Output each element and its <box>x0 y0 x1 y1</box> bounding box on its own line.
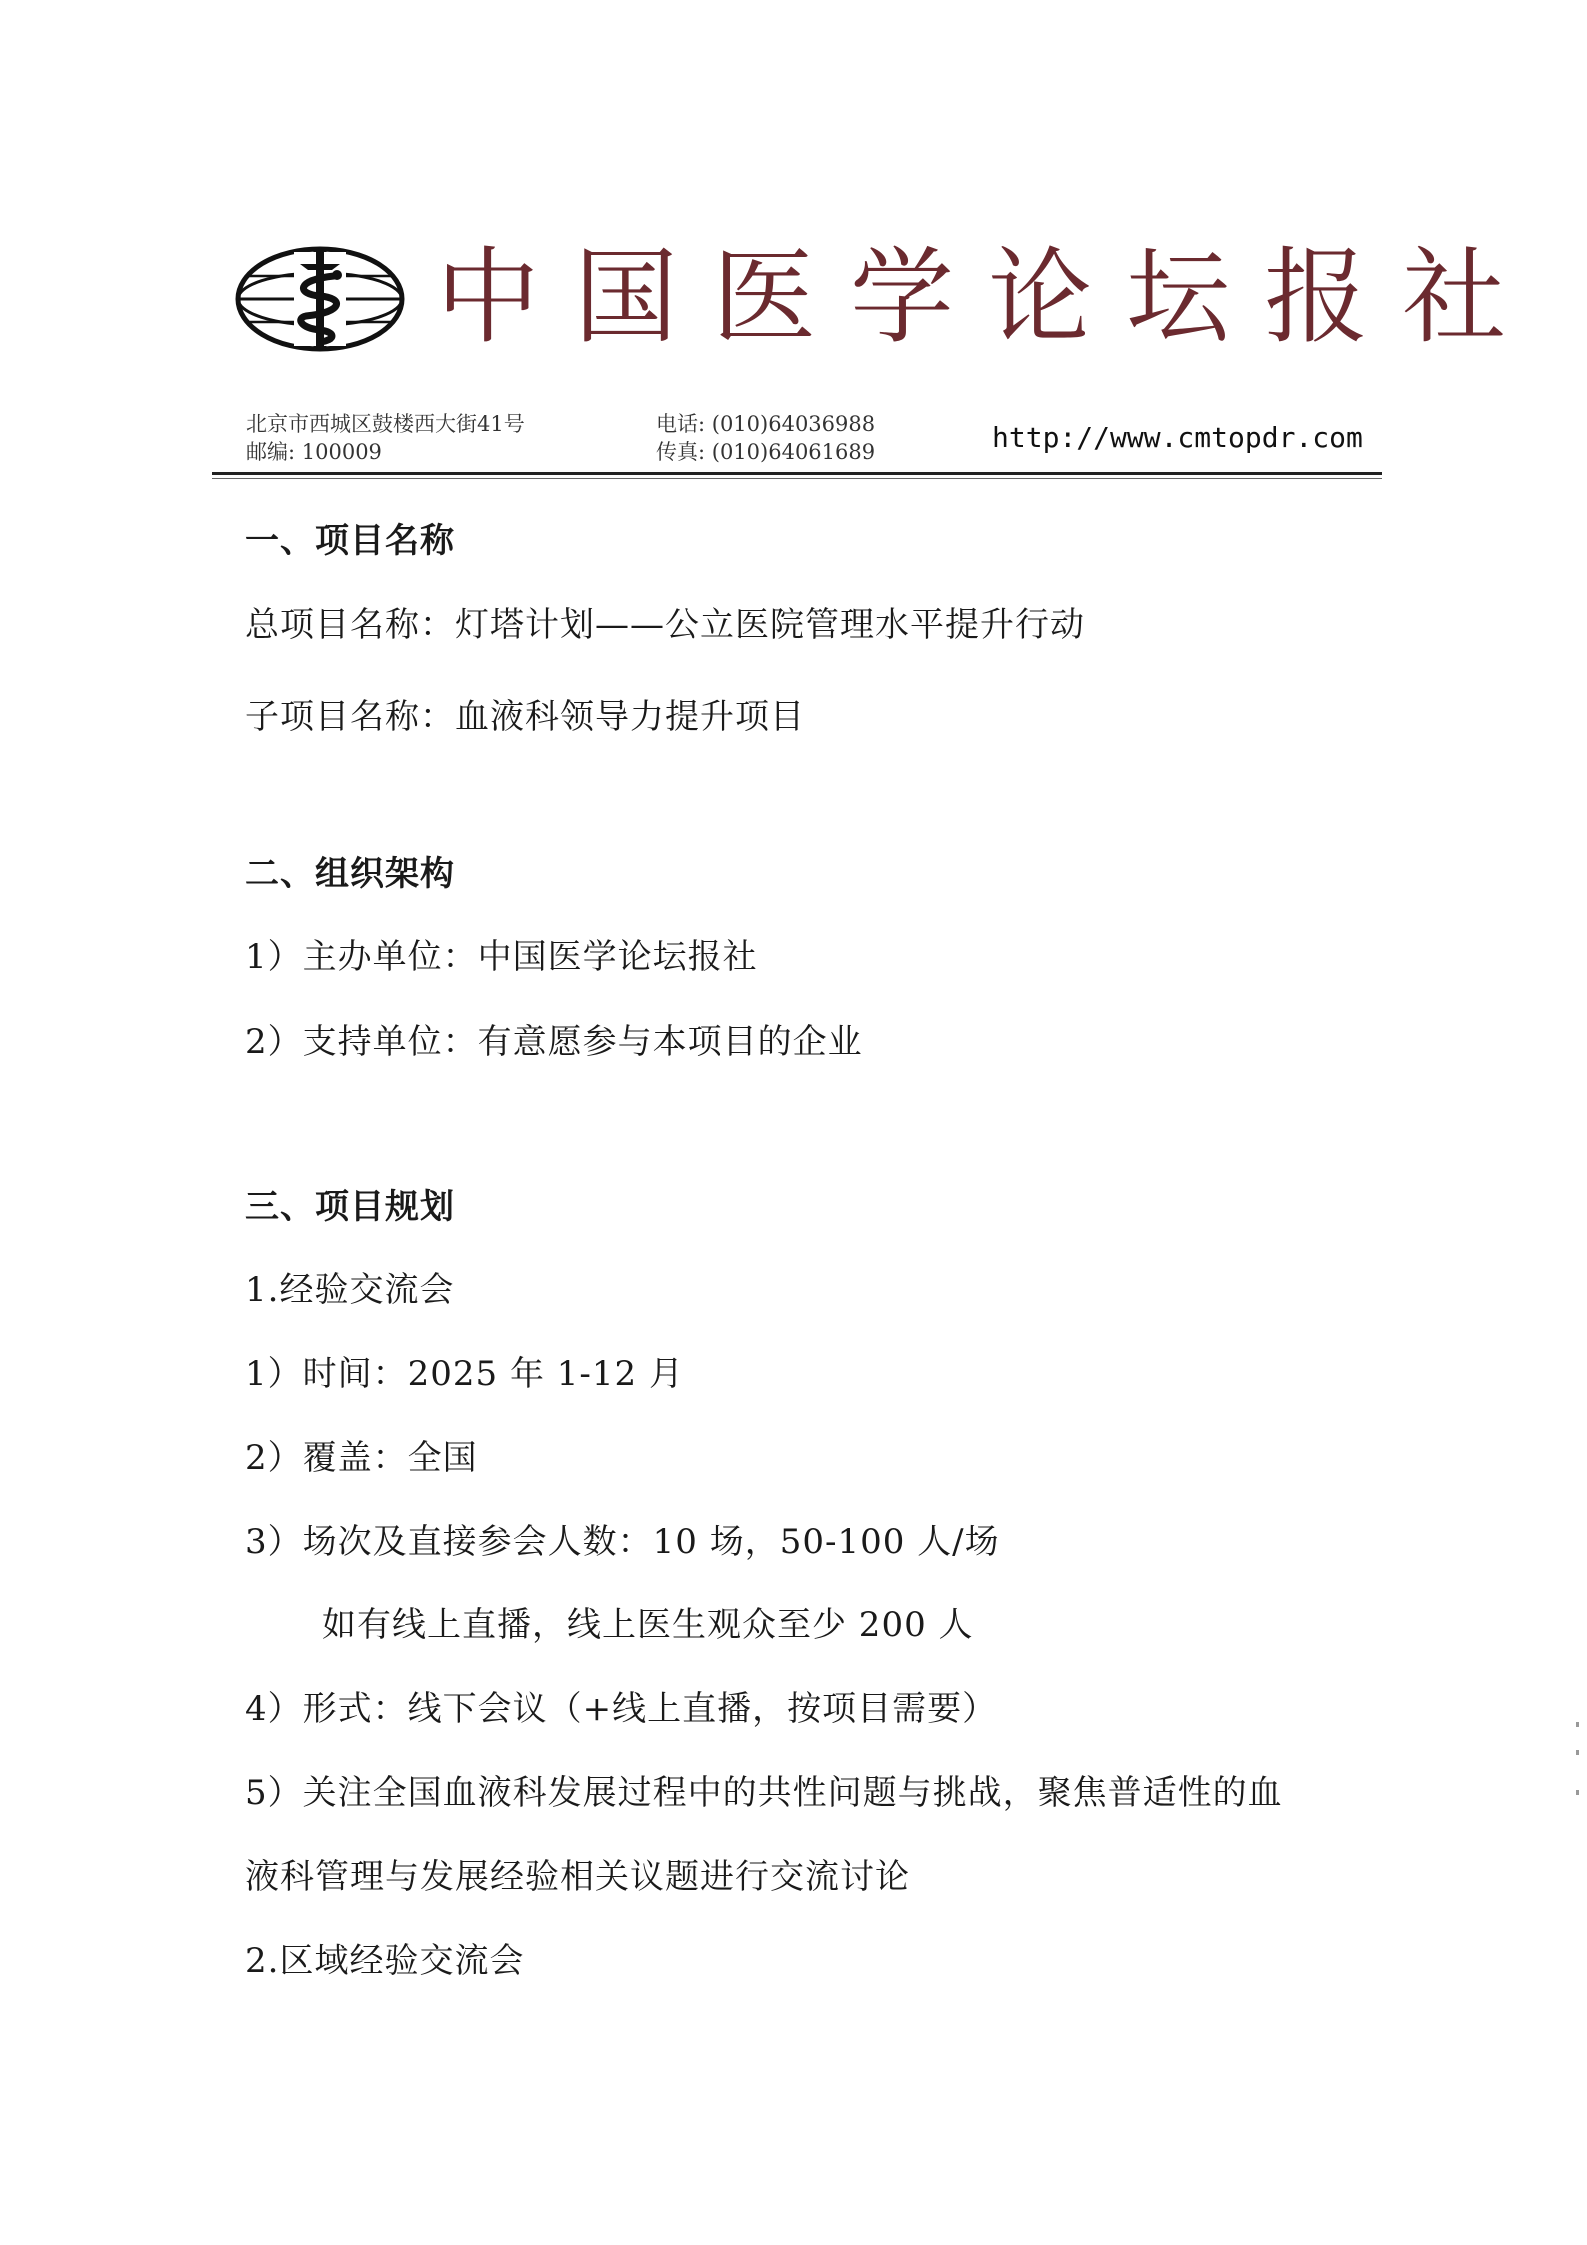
letterhead-divider <box>212 472 1382 475</box>
org-name-char: 社 <box>1402 236 1507 358</box>
address: 北京市西城区鼓楼西大街41号 <box>246 412 525 436</box>
exchange-focus-line-1: 5）关注全国血液科发展过程中的共性问题与挑战，聚焦普适性的血 <box>245 1773 1283 1813</box>
exchange-time: 1）时间：2025 年 1-12 月 <box>245 1354 684 1394</box>
exchange-sessions-online: 如有线上直播，线上医生观众至少 200 人 <box>322 1605 974 1645</box>
supporter-item: 2）支持单位：有意愿参与本项目的企业 <box>245 1022 863 1062</box>
org-name-char: 中 <box>436 236 541 358</box>
exchange-focus-line-2: 液科管理与发展经验相关议题进行交流讨论 <box>245 1857 910 1897</box>
organization-name <box>436 232 1540 362</box>
subsection-title-exchange: 1.经验交流会 <box>245 1270 455 1310</box>
section-heading-project-name: 一、项目名称 <box>245 521 455 561</box>
scan-edge-mark <box>1576 1750 1579 1755</box>
org-name-char: 坛 <box>1126 236 1231 358</box>
scan-edge-mark <box>1576 1790 1579 1795</box>
scan-edge-mark <box>1576 1722 1579 1727</box>
main-project-name: 总项目名称：灯塔计划——公立医院管理水平提升行动 <box>245 605 1085 645</box>
sub-project-name: 子项目名称：血液科领导力提升项目 <box>245 697 805 737</box>
section-heading-organization: 二、组织架构 <box>245 854 455 894</box>
section-heading-plan: 三、项目规划 <box>245 1187 455 1227</box>
exchange-format: 4）形式：线下会议（+线上直播，按项目需要） <box>245 1689 998 1729</box>
org-name-char: 国 <box>574 236 679 358</box>
exchange-coverage: 2）覆盖：全国 <box>245 1438 478 1478</box>
org-name-char: 学 <box>850 236 955 358</box>
org-name-char: 报 <box>1264 236 1369 358</box>
org-name-char: 医 <box>712 236 817 358</box>
globe-caduceus-logo-icon <box>234 244 406 354</box>
organizer-item: 1）主办单位：中国医学论坛报社 <box>245 937 758 977</box>
subsection-title-regional: 2.区域经验交流会 <box>245 1941 525 1981</box>
fax-number: 传真: (010)64061689 <box>656 440 876 464</box>
org-name-char: 论 <box>988 236 1093 358</box>
phone-number: 电话: (010)64036988 <box>656 412 876 436</box>
website-link[interactable]: http://www.cmtopdr.com <box>992 421 1363 454</box>
postcode: 邮编: 100009 <box>246 440 382 464</box>
exchange-sessions: 3）场次及直接参会人数：10 场，50-100 人/场 <box>245 1522 1000 1562</box>
letterhead-divider-thin <box>212 478 1382 479</box>
